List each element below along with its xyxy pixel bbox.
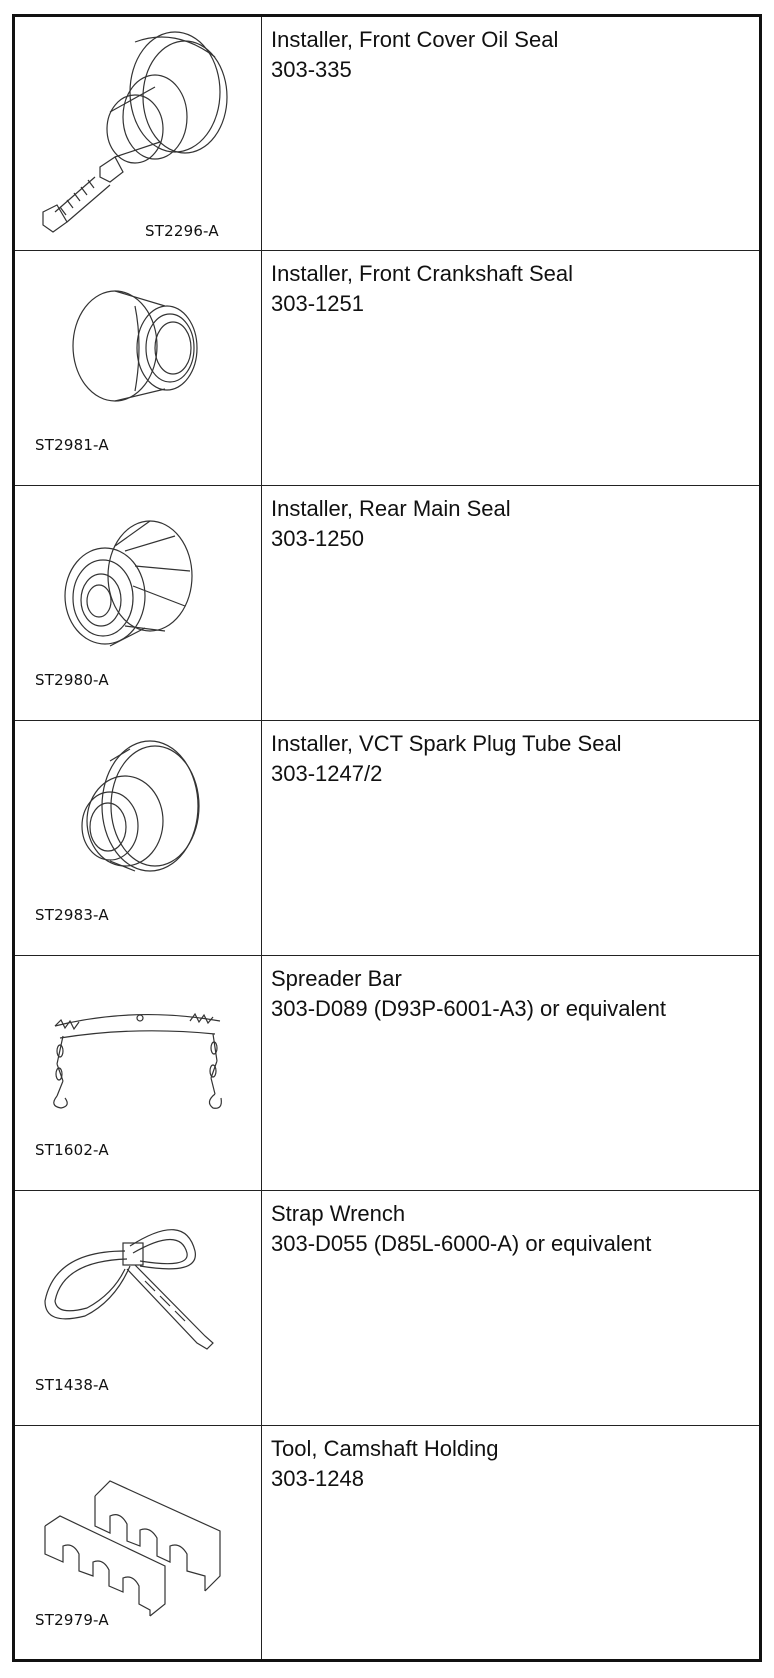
tool-description-cell bbox=[262, 956, 761, 1191]
illustration-code: ST2979-A bbox=[35, 1611, 109, 1629]
tool-number: 303-1250 bbox=[271, 526, 364, 551]
tool-name: Installer, Front Cover Oil Seal bbox=[271, 27, 559, 52]
illustration-code: ST1438-A bbox=[35, 1376, 109, 1394]
tool-number: 303-335 bbox=[271, 57, 352, 82]
special-tools-table bbox=[12, 14, 762, 1662]
table-row bbox=[14, 486, 761, 721]
tool-description-cell bbox=[262, 486, 761, 721]
illustration-code: ST2980-A bbox=[35, 671, 109, 689]
tool-number: 303-1247/2 bbox=[271, 761, 383, 786]
tool-illustration-cell bbox=[14, 1426, 262, 1661]
tool-description-cell bbox=[262, 721, 761, 956]
illustration-code: ST2296-A bbox=[145, 222, 219, 240]
tool-illustration-cell bbox=[14, 251, 262, 486]
tool-illustration-cell bbox=[14, 721, 262, 956]
table-row bbox=[14, 956, 761, 1191]
tool-illustration-cell bbox=[14, 956, 262, 1191]
table-row bbox=[14, 1426, 761, 1661]
illustration-code: ST2983-A bbox=[35, 906, 109, 924]
tool-illustration-cell bbox=[14, 486, 262, 721]
table-row bbox=[14, 251, 761, 486]
tool-name: Tool, Camshaft Holding bbox=[271, 1436, 499, 1461]
tool-illustration-cell bbox=[14, 1191, 262, 1426]
tool-number: 303-D089 (D93P-6001-A3) or equivalent bbox=[271, 996, 667, 1021]
tool-name: Spreader Bar bbox=[271, 966, 402, 991]
tool-number: 303-D055 (D85L-6000-A) or equivalent bbox=[271, 1231, 652, 1256]
table-row bbox=[14, 721, 761, 956]
table-row bbox=[14, 16, 761, 251]
tool-number: 303-1251 bbox=[271, 291, 364, 316]
tool-illustration-cell bbox=[14, 16, 262, 251]
tool-description-cell bbox=[262, 1426, 761, 1661]
illustration-code: ST1602-A bbox=[35, 1141, 109, 1159]
tool-description-cell bbox=[262, 251, 761, 486]
table-row bbox=[14, 1191, 761, 1426]
tool-number: 303-1248 bbox=[271, 1466, 364, 1491]
tool-name: Installer, Rear Main Seal bbox=[271, 496, 511, 521]
tool-name: Strap Wrench bbox=[271, 1201, 406, 1226]
illustration-code: ST2981-A bbox=[35, 436, 109, 454]
tool-description-cell bbox=[262, 1191, 761, 1426]
tool-name: Installer, Front Crankshaft Seal bbox=[271, 261, 574, 286]
front-cover-seal-installer-icon bbox=[15, 17, 261, 252]
tool-description-cell bbox=[262, 16, 761, 251]
tool-name: Installer, VCT Spark Plug Tube Seal bbox=[271, 731, 622, 756]
